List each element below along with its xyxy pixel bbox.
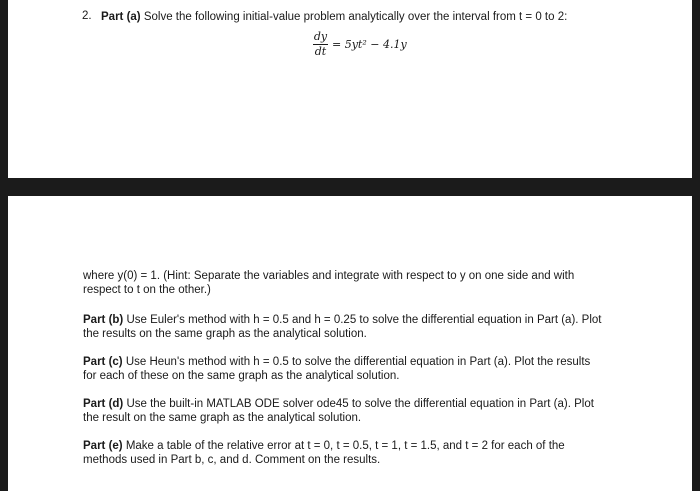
part-d-label: Part (d) <box>83 398 124 410</box>
page-bottom <box>8 196 692 491</box>
part-e-line-1: Make a table of the relative error at t = 0, t = 0.5, t = 1, t = 1.5, and t = 2 for each of the <box>122 440 565 452</box>
part-b-label: Part (b) <box>83 314 124 326</box>
part-d-line-2: the result on the same graph as the analytical solution. <box>83 412 362 424</box>
differential-equation <box>313 31 407 58</box>
question-number: 2. <box>82 10 92 22</box>
part-a-heading <box>101 10 567 24</box>
fraction-numerator: dy <box>313 30 328 43</box>
part-e-line-2: methods used in Part b, c, and d. Comment on the results. <box>83 454 381 466</box>
part-b-line-2: the results on the same graph as the analytical solution. <box>83 328 367 340</box>
equation-rhs: = 5yt² − 4.1y <box>332 38 407 51</box>
part-e-paragraph <box>83 439 663 467</box>
part-c-line-2: for each of these on the same graph as the analytical solution. <box>83 370 400 382</box>
part-e-label: Part (e) <box>83 440 123 452</box>
part-a-label: Part (a) <box>101 11 141 23</box>
fraction-denominator: dt <box>314 45 327 58</box>
part-c-label: Part (c) <box>83 356 123 368</box>
part-b-line-1: Use Euler's method with h = 0.5 and h = 0.25 to solve the differential equation in Part (a). Plot <box>123 314 602 326</box>
condition-line-1: where y(0) = 1. (Hint: Separate the variables and integrate with respect to y on one side and with <box>83 270 575 282</box>
part-d-paragraph <box>83 397 663 425</box>
derivative-fraction <box>313 31 328 58</box>
part-b-paragraph <box>83 313 663 341</box>
part-c-line-1: Use Heun's method with h = 0.5 to solve the differential equation in Part (a). Plot the results <box>122 356 591 368</box>
page-top <box>8 0 692 178</box>
part-a-text: Solve the following initial-value problem analytically over the interval from t = 0 to 2: <box>140 11 568 23</box>
part-d-line-1: Use the built-in MATLAB ODE solver ode45 to solve the differential equation in Part (a). Plot <box>123 398 594 410</box>
initial-condition-paragraph <box>83 269 663 297</box>
condition-line-2: respect to t on the other.) <box>83 284 211 296</box>
part-c-paragraph <box>83 355 663 383</box>
